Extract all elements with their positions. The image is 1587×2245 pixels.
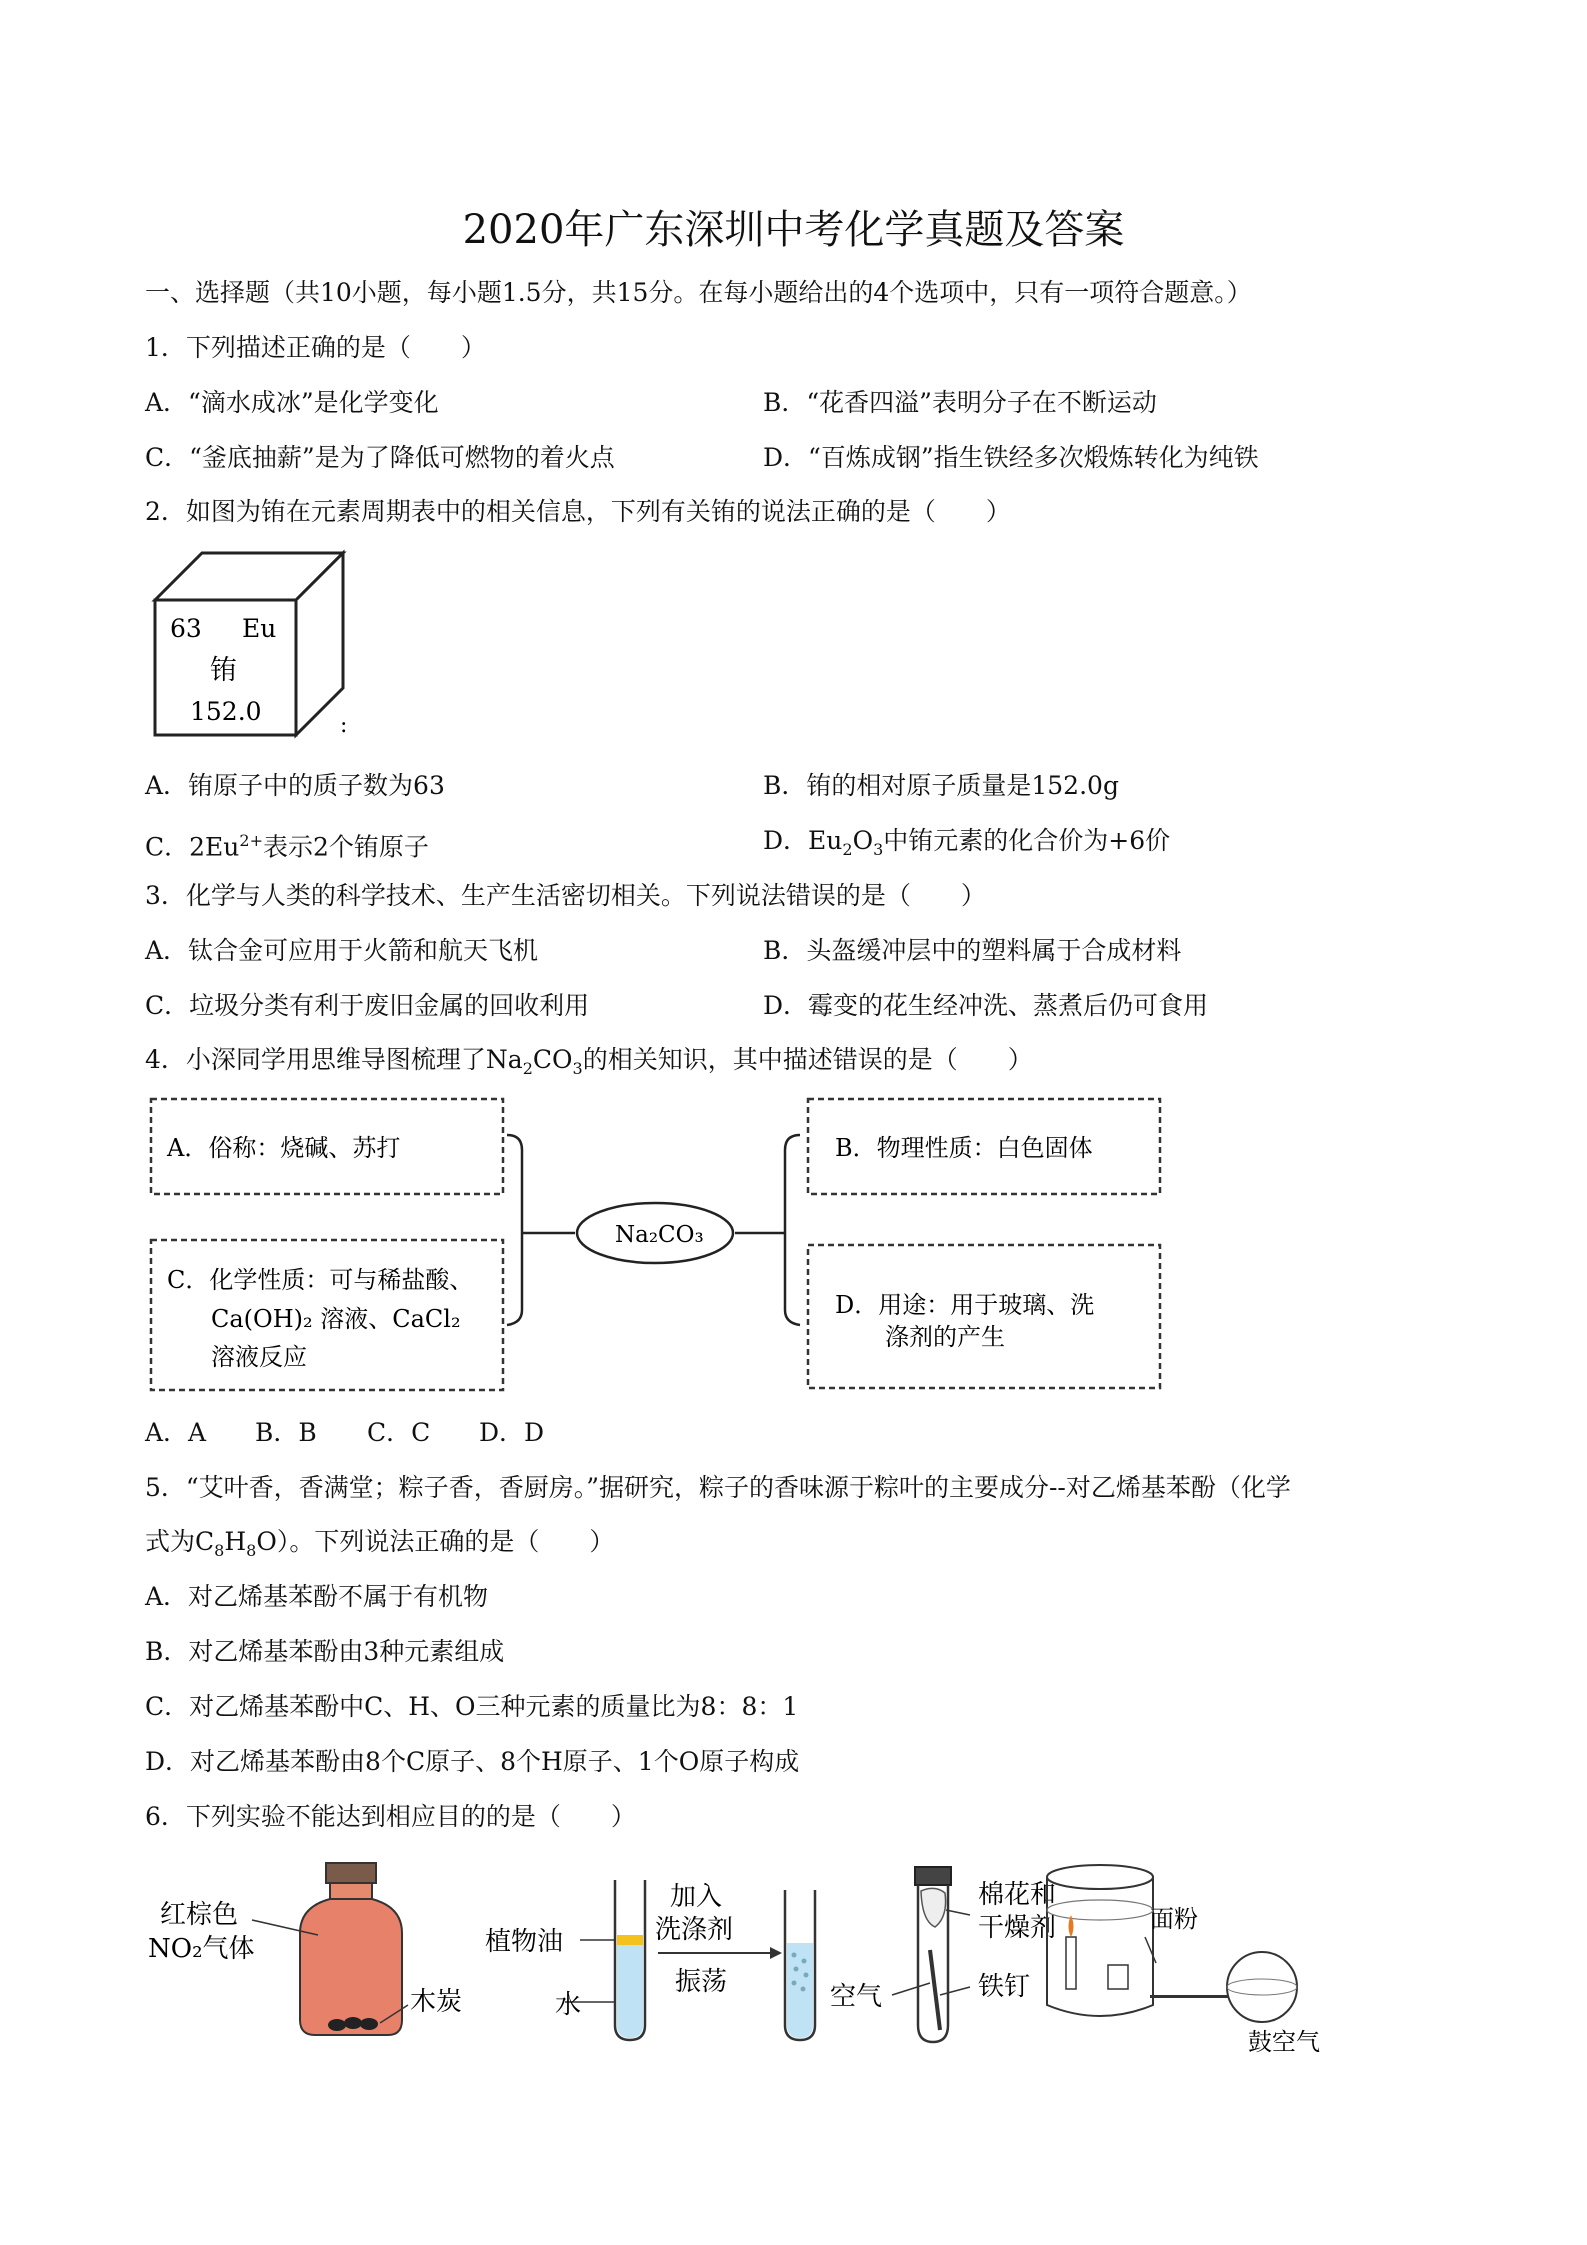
element-symbol: Eu bbox=[242, 614, 277, 643]
q2-option-d: D．$Eu_2O_3$中铕元素的化合价为+6价 bbox=[763, 826, 1171, 859]
section-heading: 一、选择题（共10小题，每小题1.5分，共15分。在每小题给出的4个选项中，只有一项符合题意。） bbox=[145, 278, 1252, 307]
exp3-nail-label: 铁钉 bbox=[978, 1972, 1031, 2002]
q2-option-c: C．$2Eu^{2+}$表示2个铕原子 bbox=[145, 831, 429, 862]
exp3-air-label: 空气 bbox=[830, 1982, 883, 2012]
q3-option-a: A．钛合金可应用于火箭和航天飞机 bbox=[145, 936, 539, 965]
mind-text-c1: C．化学性质：可与稀盐酸、 bbox=[167, 1266, 474, 1294]
q5-option-d: D．对乙烯基苯酚由8个C原子、8个H原子、1个O原子构成 bbox=[145, 1747, 800, 1776]
exp4-can bbox=[1047, 1865, 1297, 2022]
exp4-blow-label: 鼓空气 bbox=[1248, 2028, 1320, 2055]
q2-option-b: B．铕的相对原子质量是152.0g bbox=[763, 771, 1119, 800]
exp3-cotton-label-2: 干燥剂 bbox=[978, 1913, 1057, 1943]
exp3-cotton-label-1: 棉花和 bbox=[978, 1880, 1057, 1910]
exp1-label-3: 木炭 bbox=[410, 1987, 463, 2017]
q1-option-c: C．“釜底抽薪”是为了降低可燃物的着火点 bbox=[145, 443, 615, 472]
q4-option-c: C．C bbox=[367, 1418, 431, 1447]
element-number: 63 bbox=[170, 614, 202, 643]
q3-option-c: C．垃圾分类有利于废旧金属的回收利用 bbox=[145, 991, 590, 1020]
exp1-label-1: 红棕色 bbox=[160, 1900, 239, 1930]
exp4-flour-label: 面粉 bbox=[1150, 1905, 1198, 1933]
q5-stem-line1: 5．“艾叶香，香满堂；粽子香，香厨房。”据研究，粽子的香味源于粽叶的主要成分--对乙烯基苯酚（化学 bbox=[145, 1473, 1291, 1502]
mind-text-d2: 涤剂的产生 bbox=[885, 1323, 1005, 1351]
element-name: 铕 bbox=[210, 655, 237, 686]
q4-stem: 4．小深同学用思维导图梳理了$Na_2CO_3$的相关知识，其中描述错误的是（ ） bbox=[145, 1045, 1033, 1078]
exp2-arrow-label-2: 洗涤剂 bbox=[655, 1915, 734, 1945]
q1-option-a: A．“滴水成冰”是化学变化 bbox=[145, 388, 439, 417]
element-cube-diagram bbox=[150, 548, 360, 748]
q1-option-d: D．“百炼成钢”指生铁经多次煅炼转化为纯铁 bbox=[763, 443, 1259, 472]
q5-option-b: B．对乙烯基苯酚由3种元素组成 bbox=[145, 1637, 505, 1666]
mind-text-a: A．俗称：烧碱、苏打 bbox=[167, 1134, 401, 1162]
mind-text-b: B．物理性质：白色固体 bbox=[835, 1134, 1093, 1162]
q5-option-a: A．对乙烯基苯酚不属于有机物 bbox=[145, 1582, 489, 1611]
mind-text-d1: D．用途：用于玻璃、洗 bbox=[835, 1291, 1095, 1319]
mind-text-c3: 溶液反应 bbox=[211, 1343, 307, 1371]
page-title: 2020年广东深圳中考化学真题及答案 bbox=[462, 207, 1125, 253]
q4-option-b: B．B bbox=[255, 1418, 317, 1447]
q5-option-c: C．对乙烯基苯酚中C、H、O三种元素的质量比为8：8：1 bbox=[145, 1692, 799, 1721]
exp2-arrow-label-3: 振荡 bbox=[675, 1967, 728, 1997]
mind-text-c2: Ca(OH)₂ 溶液、CaCl₂ bbox=[211, 1305, 461, 1333]
figure-mark: : bbox=[340, 713, 348, 738]
q4-options bbox=[145, 1417, 544, 1449]
q3-option-b: B．头盔缓冲层中的塑料属于合成材料 bbox=[763, 936, 1182, 965]
q2-option-a: A．铕原子中的质子数为63 bbox=[145, 771, 445, 800]
q3-option-d: D．霉变的花生经冲洗、蒸煮后仍可食用 bbox=[763, 991, 1209, 1020]
exp3-tube bbox=[892, 1867, 970, 2042]
exp2-oil-label: 植物油 bbox=[485, 1927, 564, 1957]
q3-stem: 3．化学与人类的科学技术、生产生活密切相关。下列说法错误的是（ ） bbox=[145, 881, 986, 910]
experiments-figure bbox=[140, 1855, 1340, 2055]
q4-option-d: D．D bbox=[479, 1418, 545, 1447]
q1-option-b: B．“花香四溢”表明分子在不断运动 bbox=[763, 388, 1157, 417]
q6-stem: 6．下列实验不能达到相应目的的是（ ） bbox=[145, 1802, 636, 1831]
exp2-arrow-label-1: 加入 bbox=[670, 1882, 723, 1912]
mind-center: Na₂CO₃ bbox=[615, 1222, 704, 1248]
q5-stem-line2: 式为$C_8H_8O$）。下列说法正确的是（ ） bbox=[145, 1527, 615, 1560]
q2-stem: 2．如图为铕在元素周期表中的相关信息，下列有关铕的说法正确的是（ ） bbox=[145, 497, 1011, 526]
element-mass: 152.0 bbox=[190, 697, 262, 726]
exp2-water-label: 水 bbox=[555, 1990, 582, 2020]
exp1-bottle bbox=[252, 1863, 408, 2035]
q1-stem: 1．下列描述正确的是（ ） bbox=[145, 333, 486, 362]
q4-option-a: A．A bbox=[145, 1418, 207, 1447]
exp1-label-2: NO₂气体 bbox=[148, 1934, 255, 1964]
mind-map-diagram bbox=[145, 1095, 1175, 1395]
